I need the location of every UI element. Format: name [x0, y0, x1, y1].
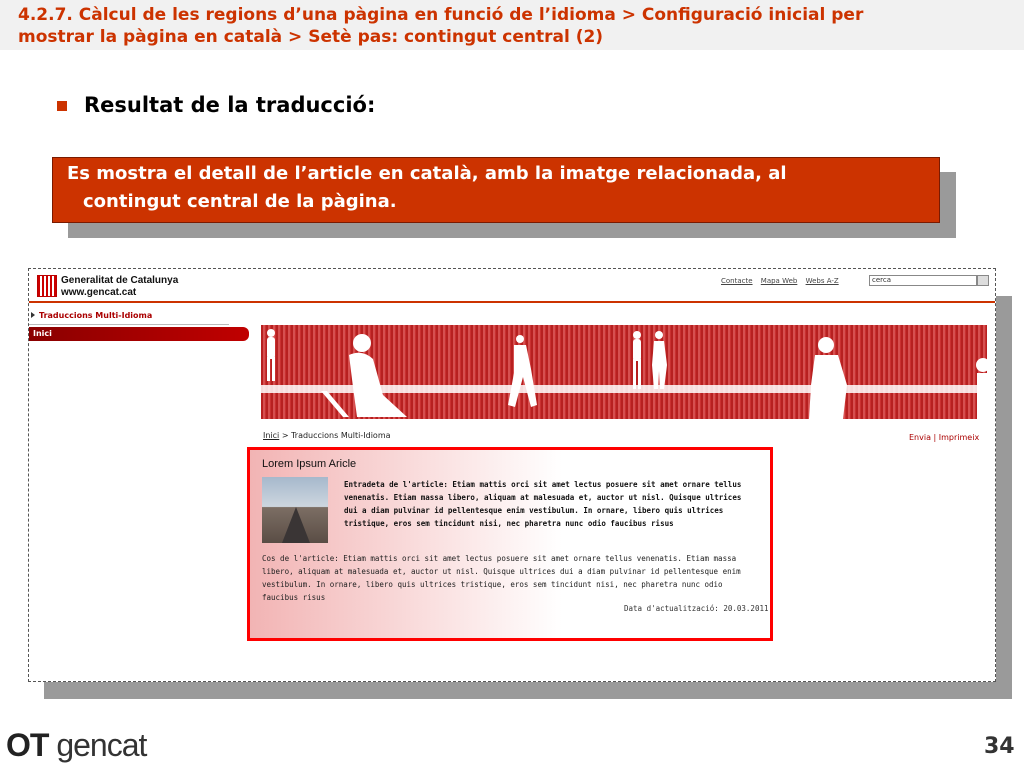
road-icon: [282, 507, 310, 543]
print-link[interactable]: Imprimeix: [938, 433, 980, 442]
search-input[interactable]: cerca: [869, 275, 977, 286]
org-name-line1: Generalitat de Catalunya: [61, 275, 179, 286]
silhouettes-icon: [261, 325, 987, 419]
generalitat-logo-icon: [37, 275, 57, 297]
embedded-screenshot: [28, 268, 996, 682]
page-actions: Envia | Imprimeix: [909, 433, 980, 442]
callout-line2: contingut central de la pàgina.: [83, 191, 397, 212]
slide-title: [18, 4, 1018, 48]
bullet-square-icon: [57, 101, 67, 111]
article-image: [262, 477, 328, 543]
page-number: 34: [984, 734, 1015, 759]
article-title: Lorem Ipsum Aricle: [262, 458, 357, 470]
footer-logo: [6, 727, 146, 764]
breadcrumb-current: Traduccions Multi-Idioma: [291, 431, 391, 440]
breadcrumb: [263, 431, 391, 440]
nav-section[interactable]: [31, 311, 152, 320]
article-body: Cos de l'article: Etiam mattis orci sit amet lectus posuere sit amet ornare tellus venenatis. Etiam massa libero, aliquam at malesuada et, auctor ut nisl. Quisque ultrices dui a diam pulvinar id pellentesque enim vestibulum. In ornare, libero quis ultrices tristique, eros sem tincidunt nisi, nec pharetra nunc odio faucibus risus: [262, 554, 741, 602]
org-name: [61, 275, 178, 299]
footer-logo-ot: OT: [6, 727, 49, 763]
header-divider: [29, 301, 995, 303]
bullet-heading: Resultat de la traducció:: [84, 93, 376, 117]
breadcrumb-home[interactable]: Inici: [263, 431, 280, 440]
nav-item-inici[interactable]: Inici: [29, 327, 249, 341]
slide-title-bar: [0, 0, 1024, 50]
link-webs-az[interactable]: Webs A-Z: [805, 277, 839, 285]
callout-line1: Es mostra el detall de l’article en català, amb la imatge relacionada, al: [67, 163, 787, 184]
search-button[interactable]: [977, 275, 989, 286]
callout-box: [52, 157, 940, 223]
slide-title-line2: mostrar la pàgina en català > Setè pas: contingut central (2): [18, 27, 604, 47]
banner-image: [261, 325, 987, 419]
header-links: [721, 277, 845, 285]
slide-title-line1: 4.2.7. Càlcul de les regions d’una pàgina en funció de l’idioma > Configuració inicial per: [18, 5, 864, 25]
article-lead: Entradeta de l'article: Etiam mattis orci sit amet lectus posuere sit amet ornare tellus venenatis. Etiam massa libero, aliquam at malesuada et, auctor ut nisl. Quisque ultrices dui a diam pulvinar id pellentesque enim vestibulum. In ornare, libero quis ultrices tristique, eros sem tincidunt nisi, nec pharetra nunc odio faucibus risus: [344, 480, 742, 528]
link-contacte[interactable]: Contacte: [721, 277, 753, 285]
org-name-line2: www.gencat.cat: [61, 287, 137, 298]
triangle-right-icon: [31, 312, 35, 318]
nav-section-label: Traduccions Multi-Idioma: [39, 311, 153, 320]
link-mapa-web[interactable]: Mapa Web: [760, 277, 798, 285]
nav-divider: [29, 324, 229, 325]
article-highlight: [247, 447, 773, 641]
breadcrumb-separator: >: [279, 431, 292, 440]
footer-logo-gencat: gencat: [56, 727, 147, 763]
send-link[interactable]: Envia: [909, 433, 931, 442]
article-date: Data d'actualització: 20.03.2011: [624, 604, 769, 613]
